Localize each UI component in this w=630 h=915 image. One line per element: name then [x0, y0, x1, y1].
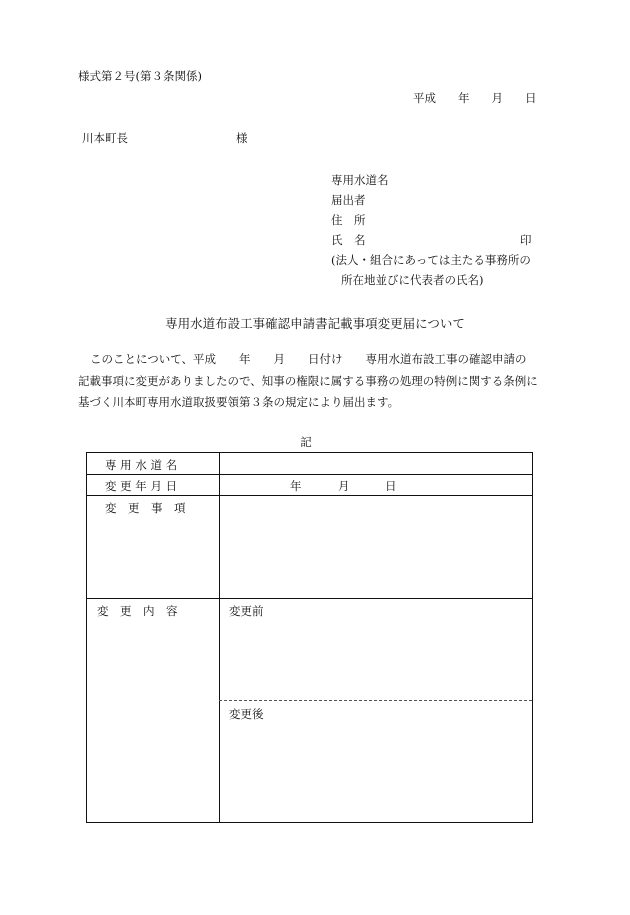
after-change-label: 変更後	[229, 707, 264, 721]
body-text	[78, 349, 538, 414]
before-change-label: 変更前	[229, 604, 264, 618]
ki-label: 記	[300, 435, 312, 449]
change-date-field[interactable]	[220, 474, 532, 495]
applicant-note-2: 所在地並びに代表者の氏名)	[341, 273, 484, 287]
addressee	[82, 130, 248, 146]
addressee-honorific: 様	[236, 131, 248, 145]
applicant-note-1: (法人・組合にあっては主たる事務所の	[331, 253, 531, 267]
change-content-label: 変 更 内 容	[97, 604, 178, 618]
seal-mark: 印	[520, 233, 532, 247]
after-change-field[interactable]	[220, 701, 532, 821]
date-month: 月	[491, 91, 503, 105]
applicant-block	[331, 170, 531, 290]
applicant-name-row	[331, 230, 531, 250]
water-supply-name-label: 専 用 水 道 名	[105, 458, 178, 472]
change-date-year: 年	[290, 479, 302, 493]
submission-date	[413, 90, 537, 106]
date-era: 平成	[413, 91, 436, 105]
water-supply-name-field[interactable]	[220, 453, 532, 474]
applicant-notifier: 届出者	[331, 193, 366, 207]
date-day: 日	[525, 91, 537, 105]
body-line-1: このことについて、平成 年 月 日付け 専用水道布設工事の確認申請の	[90, 352, 527, 366]
applicant-name: 氏 名	[331, 233, 366, 247]
change-date-day: 日	[385, 479, 397, 493]
date-year: 年	[458, 91, 470, 105]
details-table	[86, 452, 533, 823]
change-date-label: 変 更 年 月 日	[105, 479, 178, 493]
change-date-month: 月	[338, 479, 350, 493]
before-change-field[interactable]	[220, 598, 532, 700]
applicant-address: 住 所	[331, 213, 366, 227]
form-number: 様式第２号(第３条関係)	[78, 69, 202, 83]
addressee-title: 川本町長	[82, 131, 128, 145]
change-items-label: 変 更 事 項	[105, 501, 186, 515]
change-items-field[interactable]	[220, 495, 532, 598]
document-title: 専用水道布設工事確認申請書記載事項変更届について	[165, 316, 465, 331]
body-line-2: 記載事項に変更がありましたので、知事の権限に属する事務の処理の特例に関する条例に	[78, 373, 538, 388]
body-line-3: 基づく川本町専用水道取扱要領第３条の規定により届出ます。	[78, 395, 400, 409]
applicant-water-supply-name: 専用水道名	[331, 173, 389, 187]
